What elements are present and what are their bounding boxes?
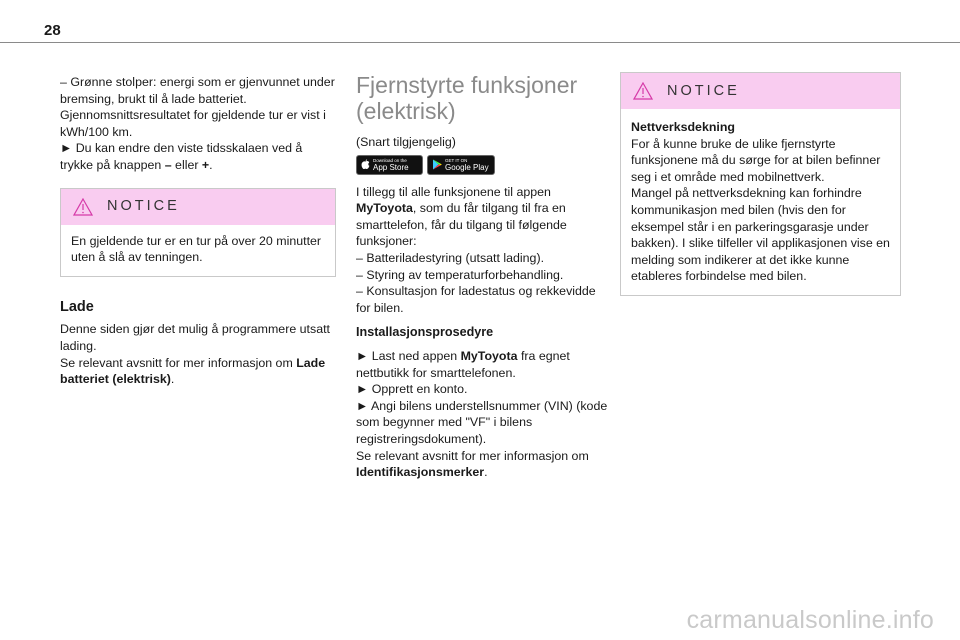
google-play-icon — [432, 159, 442, 170]
watermark: carmanualsonline.info — [686, 606, 934, 634]
notice-text: Mangel på nettverksdekning kan forhindre kommunikasjon med bilen (hvis den for eksempel står i en parkeringsgarasje under bakken). I slike tilfeller vil applikasjonen vise en melding som indikerer at det ikke kunne etableres forbindelse med bilen. — [631, 186, 890, 284]
notice-text: For å kunne bruke de ulike fjernstyrte funksjonene må du sørge for at bilen befinner seg i et område med mobilnettverk. — [631, 136, 881, 184]
identification-link[interactable]: Identifikasjonsmerker — [356, 465, 485, 480]
list-item: – Batteriladestyring (utsatt lading). — [356, 250, 545, 265]
left-column — [60, 74, 336, 388]
header-divider — [0, 42, 960, 43]
lade-heading: Lade — [60, 298, 94, 315]
warning-icon — [633, 82, 653, 100]
store-badges — [356, 155, 612, 175]
notice-text: En gjeldende tur er en tur på over 20 minutter uten å slå av tenningen. — [71, 233, 322, 265]
notice-content — [621, 109, 900, 295]
bullet-green-bars: – Grønne stolper: energi som er gjenvunnet under bremsing, brukt til å lade batteriet. — [60, 75, 335, 106]
availability-note: (Snart tilgjengelig) — [356, 135, 456, 149]
plus-key: + — [201, 157, 210, 172]
lade-text: Denne siden gjør det mulig å programmere utsatt lading. — [60, 322, 330, 353]
install-step-3: ► Angi bilens understellsnummer (VIN) (kode som begynner med "VF" i bilens registreringsdokument). — [356, 398, 608, 446]
lade-link[interactable]: Lade batteriet (elektrisk) — [60, 355, 326, 387]
timescale-instruction: ► Du kan endre den viste tidsskalaen ved å trykke på knappen – eller +. — [60, 141, 303, 172]
install-step-2: ► Opprett en konto. — [356, 382, 468, 397]
install-heading: Installasjonsprosedyre — [356, 325, 494, 340]
intro-text: I tillegg til alle funksjonene til appen MyToyota, som du får tilgang til fra en smarttelefon, får du tilgang til følgende funksjoner: — [356, 184, 567, 249]
notice-header — [61, 189, 335, 225]
right-column — [620, 72, 901, 296]
notice-box-trip — [60, 188, 336, 277]
notice-title: NOTICE — [667, 82, 740, 99]
middle-column — [356, 72, 612, 481]
page-number: 28 — [44, 22, 61, 39]
install-reference: Se relevant avsnitt for mer informasjon om Identifikasjonsmerker. — [356, 448, 589, 480]
lade-section — [60, 299, 336, 388]
notice-header — [621, 73, 900, 109]
minus-key: – — [164, 157, 172, 172]
apple-icon — [361, 159, 370, 170]
warning-icon — [73, 198, 93, 216]
notice-title: NOTICE — [107, 198, 180, 215]
list-item: – Styring av temperaturforbehandling. — [356, 267, 564, 282]
notice-subtitle: Nettverksdekning — [631, 120, 735, 134]
google-play-badge[interactable]: GET IT ON Google Play — [427, 155, 495, 175]
lade-reference: Se relevant avsnitt for mer informasjon om Lade batteriet (elektrisk). — [60, 355, 326, 387]
list-item: – Konsultasjon for ladestatus og rekkevidde for bilen. — [356, 284, 596, 315]
section-heading: Fjernstyrte funksjoner (elektrisk) — [356, 72, 578, 124]
notice-box-network — [620, 72, 901, 296]
install-step-1: ► Last ned appen MyToyota fra egnet nettbutikk for smarttelefonen. — [356, 348, 570, 380]
average-result-text: Gjennomsnittsresultatet for gjeldende tur er vist i kWh/100 km. — [60, 108, 326, 139]
app-store-badge[interactable]: Download on the App Store — [356, 155, 423, 175]
